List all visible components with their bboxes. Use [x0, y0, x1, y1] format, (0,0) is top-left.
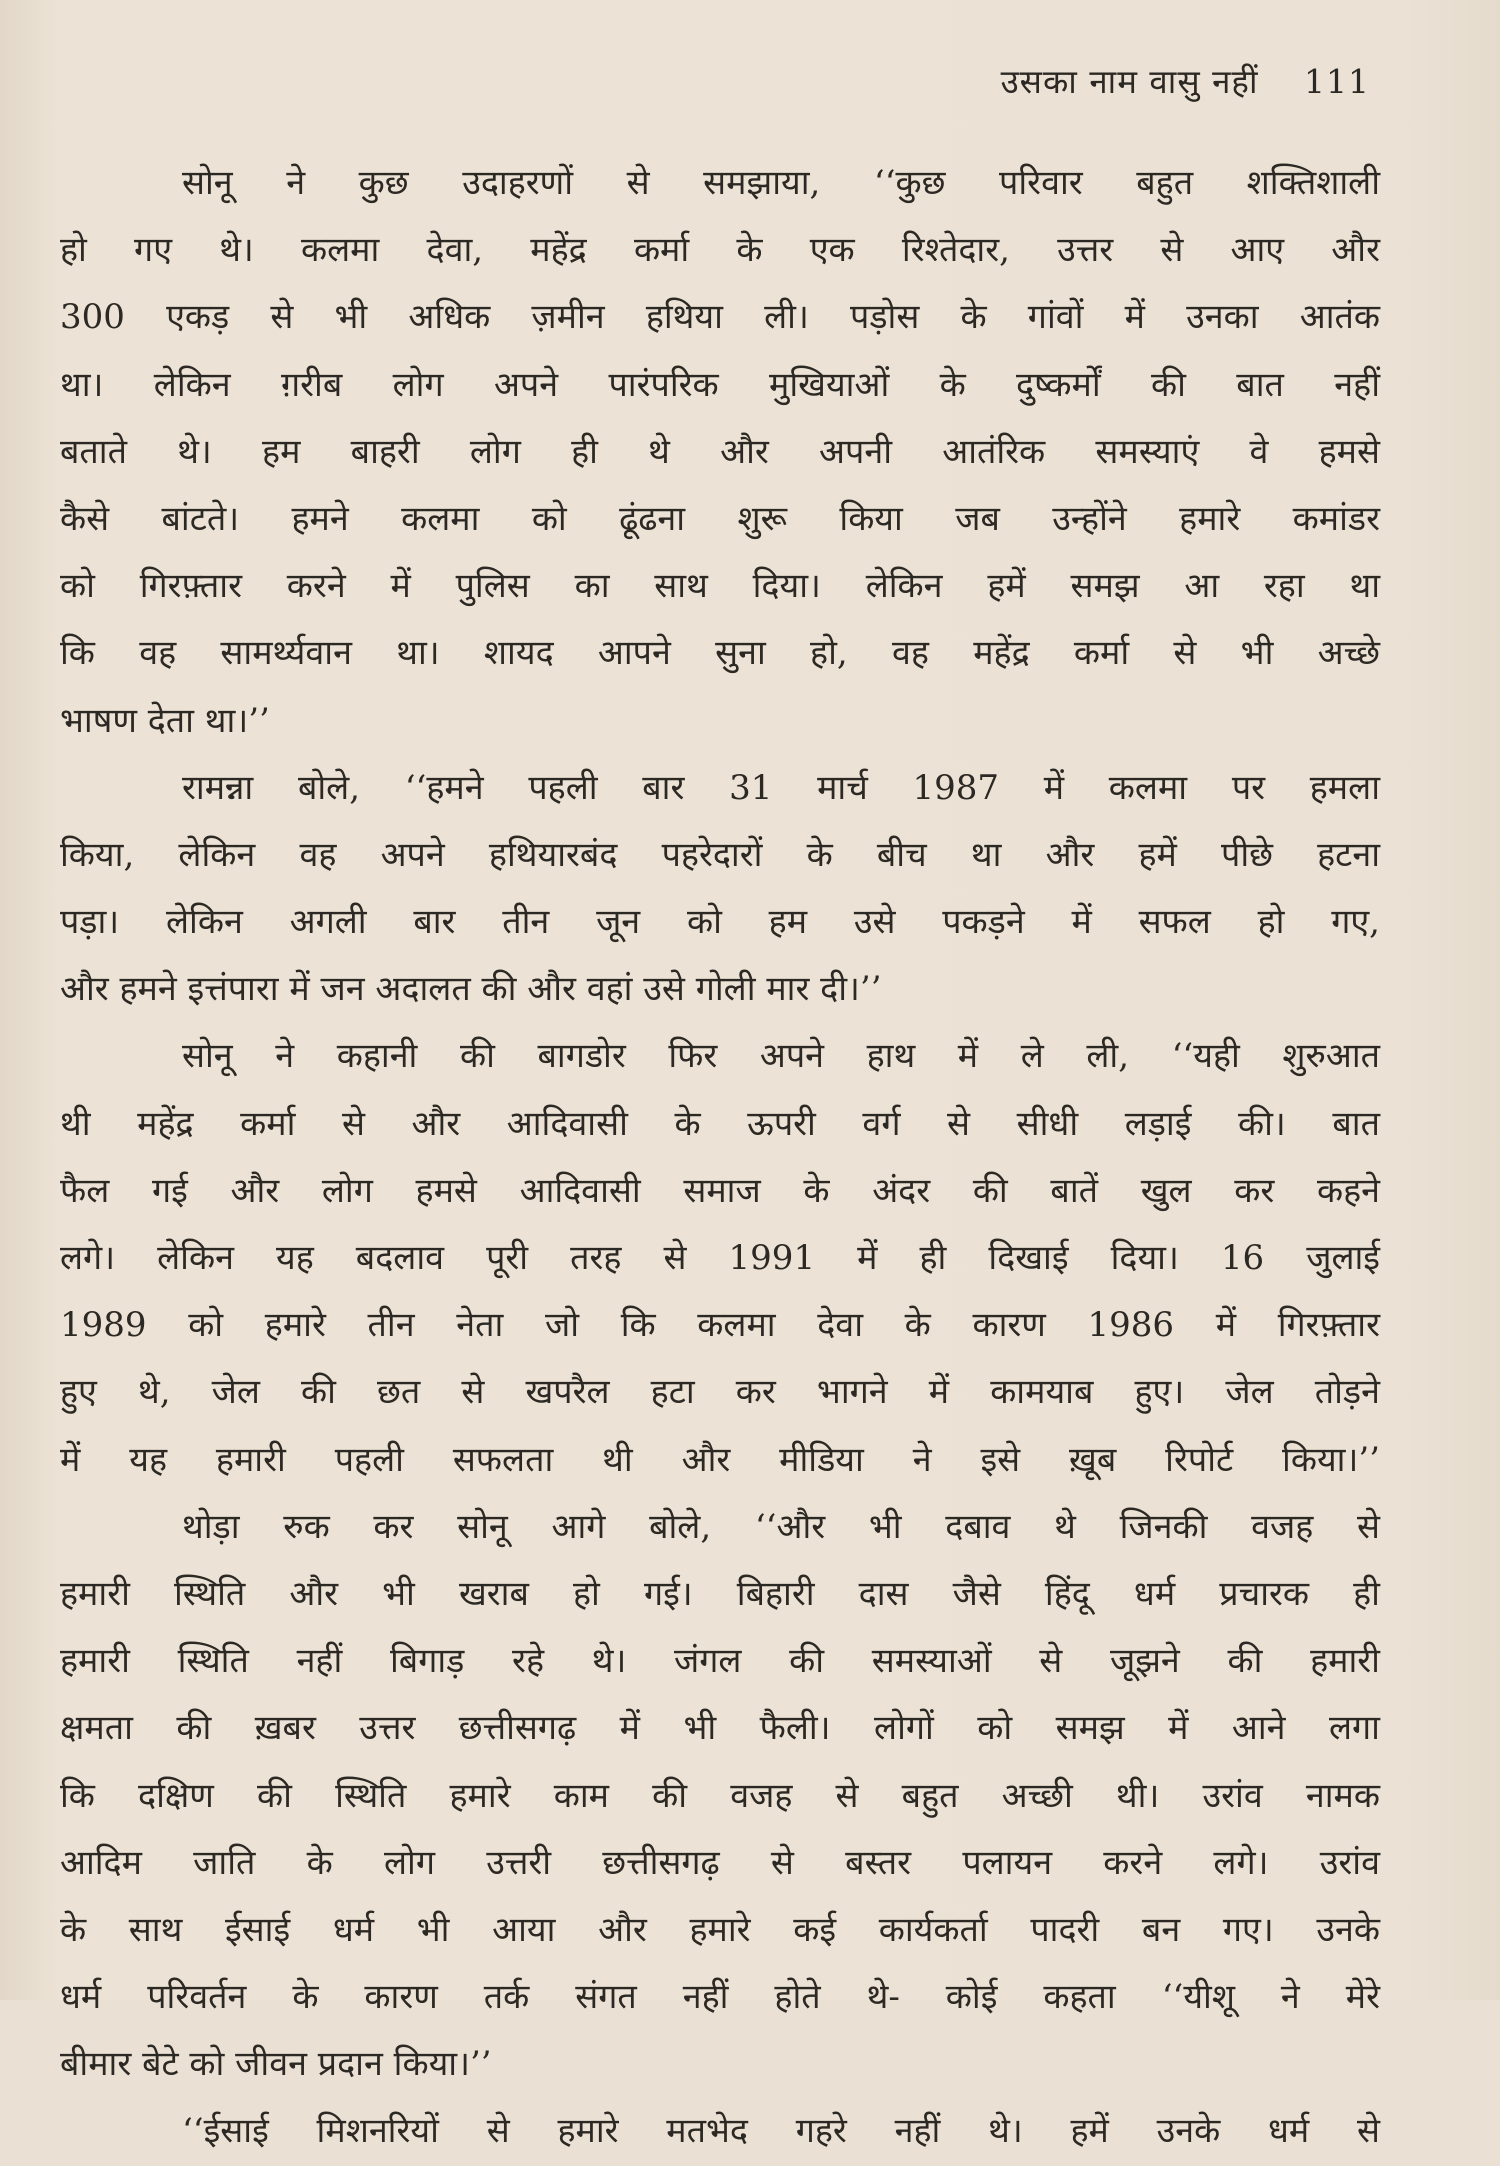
text-line: सोनू ने कुछ उदाहरणों से समझाया, ‘‘कुछ परिवार बहुत शक्तिशाली	[182, 163, 1380, 203]
body-text	[60, 150, 1380, 2166]
text-line: पड़ा। लेकिन अगली बार तीन जून को हम उसे पकड़ने में सफल हो गए,	[60, 902, 1380, 943]
text-line: हुए थे, जेल की छत से खपरैल हटा कर भागने में कामयाब हुए। जेल तोड़ने	[60, 1372, 1380, 1413]
text-line: हमारी स्थिति और भी खराब हो गई। बिहारी दास जैसे हिंदू धर्म प्रचारक ही	[60, 1573, 1380, 1614]
text-line: क्षमता की ख़बर उत्तर छत्तीसगढ़ में भी फैली। लोगों को समझ में आने लगा	[60, 1708, 1380, 1749]
text-line: कैसे बांटते। हमने कलमा को ढूंढना शुरू किया जब उन्होंने हमारे कमांडर	[60, 498, 1380, 539]
running-head	[1001, 58, 1370, 103]
page-number: 111	[1304, 62, 1370, 101]
text-line: भाषण देता था।’’	[60, 700, 270, 741]
text-line: किया, लेकिन वह अपने हथियारबंद पहरेदारों के बीच था और हमें पीछे हटना	[60, 834, 1380, 875]
text-line: धर्म परिवर्तन के कारण तर्क संगत नहीं होते थे- कोई कहता ‘‘यीशू ने मेरे	[60, 1977, 1380, 2018]
text-line: 1989 को हमारे तीन नेता जो कि कलमा देवा के कारण 1986 में गिरफ़्तार	[60, 1305, 1380, 1346]
chapter-title: उसका नाम वासु नहीं	[1000, 62, 1259, 101]
text-line: था। लेकिन ग़रीब लोग अपने पारंपरिक मुखियाओं के दुष्कर्मों की बात नहीं	[60, 364, 1380, 405]
text-line: को गिरफ़्तार करने में पुलिस का साथ दिया। लेकिन हमें समझ आ रहा था	[60, 566, 1380, 607]
text-line: आदिम जाति के लोग उत्तरी छत्तीसगढ़ से बस्तर पलायन करने लगे। उरांव	[60, 1842, 1380, 1883]
text-line: लगे। लेकिन यह बदलाव पूरी तरह से 1991 में ही दिखाई दिया। 16 जुलाई	[60, 1238, 1380, 1278]
text-line: के साथ ईसाई धर्म भी आया और हमारे कई कार्यकर्ता पादरी बन गए। उनके	[60, 1909, 1380, 1950]
text-line: हो गए थे। कलमा देवा, महेंद्र कर्मा के एक रिश्तेदार, उत्तर से आए और	[60, 230, 1380, 271]
text-line: में यह हमारी पहली सफलता थी और मीडिया ने इसे ख़ूब रिपोर्ट किया।’’	[60, 1439, 1380, 1480]
text-line: हमारी स्थिति नहीं बिगाड़ रहे थे। जंगल की समस्याओं से जूझने की हमारी	[60, 1641, 1380, 1682]
text-line: कि वह सामर्थ्यवान था। शायद आपने सुना हो, वह महेंद्र कर्मा से भी अच्छे	[60, 633, 1380, 674]
text-line: ‘‘ईसाई मिशनरियों से हमारे मतभेद गहरे नहीं थे। हमें उनके धर्म से	[182, 2111, 1380, 2152]
text-line: सोनू ने कहानी की बागडोर फिर अपने हाथ में ले ली, ‘‘यही शुरुआत	[182, 1036, 1380, 1077]
text-line: बीमार बेटे को जीवन प्रदान किया।’’	[60, 2044, 492, 2085]
text-line: रामन्ना बोले, ‘‘हमने पहली बार 31 मार्च 1987 में कलमा पर हमला	[182, 767, 1380, 808]
text-line: 300 एकड़ से भी अधिक ज़मीन हथिया ली। पड़ोस के गांवों में उनका आतंक	[60, 297, 1380, 338]
text-line: थी महेंद्र कर्मा से और आदिवासी के ऊपरी वर्ग से सीधी लड़ाई की। बात	[60, 1103, 1380, 1144]
text-line: और हमने इत्तंपारा में जन अदालत की और वहां उसे गोली मार दी।’’	[60, 969, 882, 1010]
text-line: फैल गई और लोग हमसे आदिवासी समाज के अंदर की बातें खुल कर कहने	[60, 1170, 1380, 1211]
text-line: बताते थे। हम बाहरी लोग ही थे और अपनी आतंरिक समस्याएं वे हमसे	[60, 431, 1380, 472]
text-line: थोड़ा रुक कर सोनू आगे बोले, ‘‘और भी दबाव थे जिनकी वजह से	[182, 1506, 1380, 1547]
text-line: कि दक्षिण की स्थिति हमारे काम की वजह से बहुत अच्छी थी। उरांव नामक	[60, 1775, 1380, 1816]
